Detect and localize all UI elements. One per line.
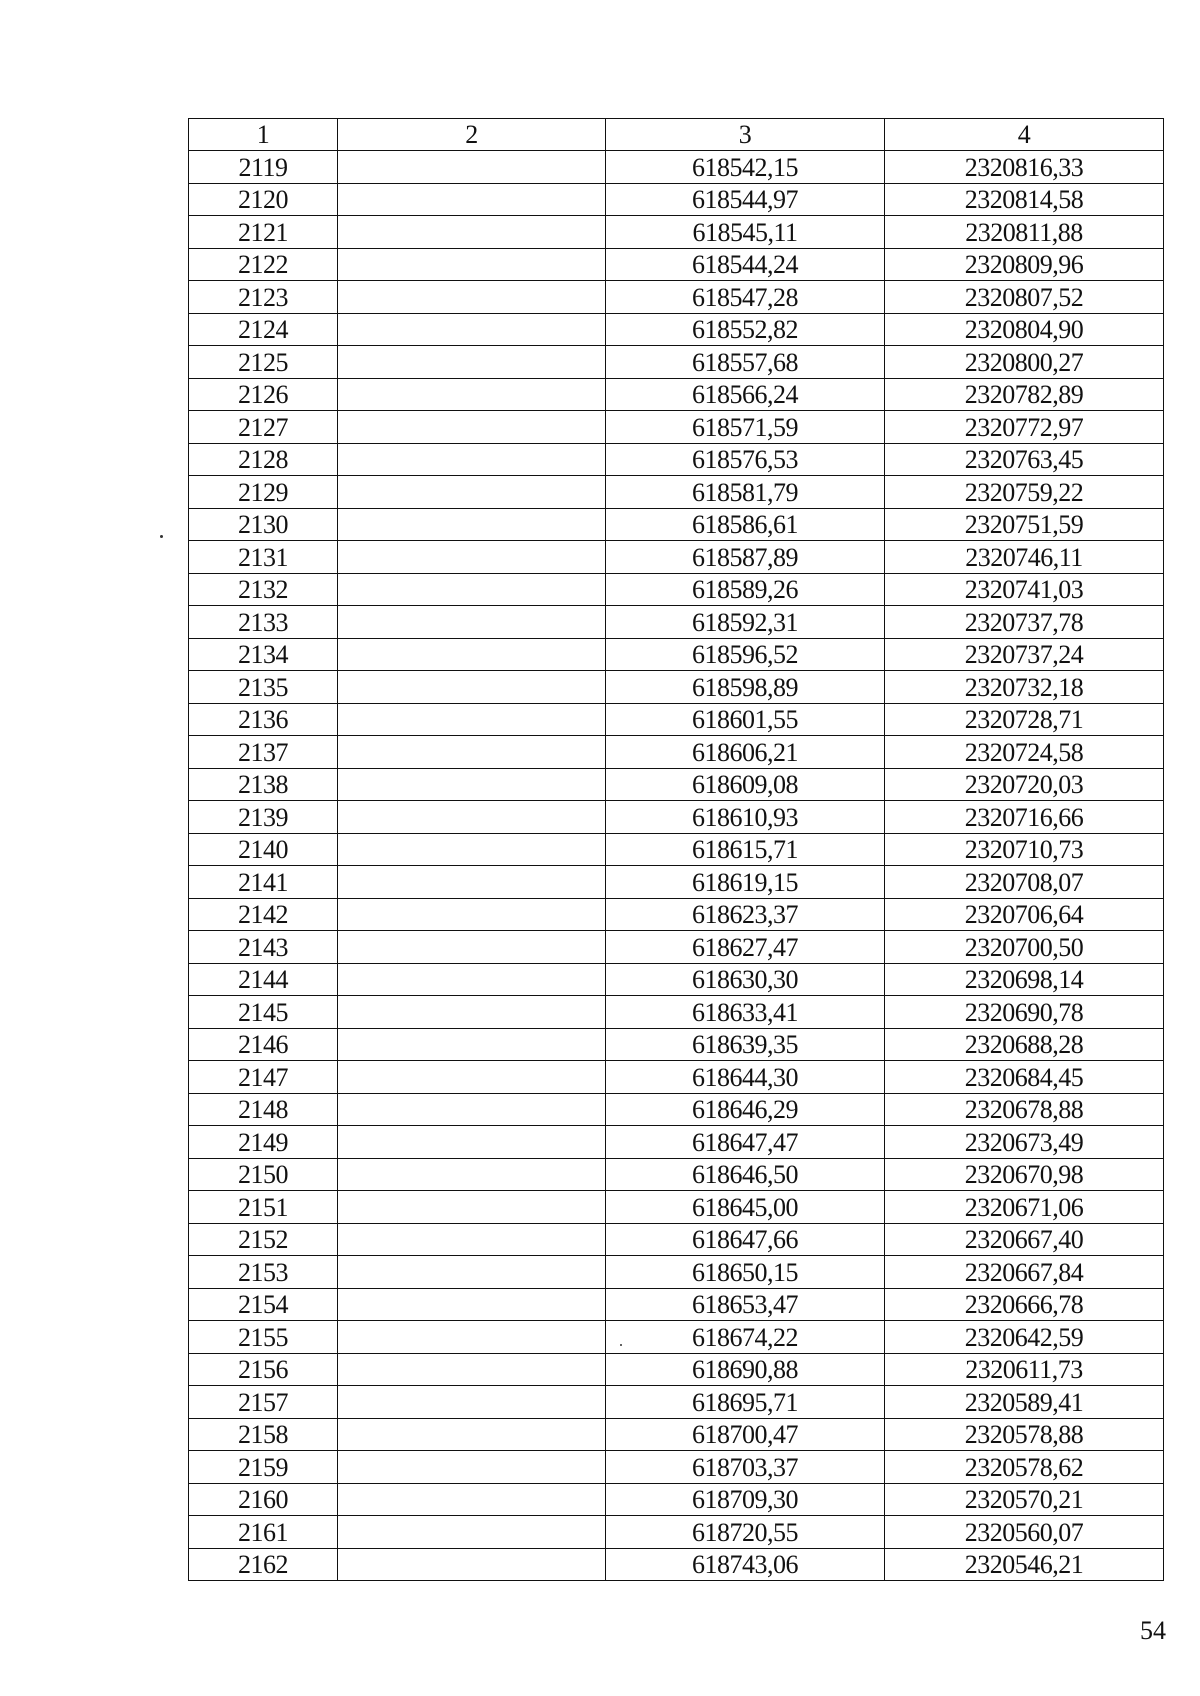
y-coordinate-cell: 2320560,07 [885,1516,1164,1549]
x-coordinate-cell: 618557,68 [606,346,885,379]
x-coordinate-cell: 618601,55 [606,703,885,736]
table-row [189,931,1164,964]
table-row [189,1093,1164,1126]
table-row [189,1516,1164,1549]
point-number-cell: 2143 [189,931,338,964]
table-row [189,508,1164,541]
y-coordinate-cell: 2320690,78 [885,996,1164,1029]
point-number-cell: 2128 [189,443,338,476]
column-2-cell [338,1028,606,1061]
table-row [189,1353,1164,1386]
table-row [189,801,1164,834]
column-2-cell [338,411,606,444]
x-coordinate-cell: 618709,30 [606,1483,885,1516]
column-2-cell [338,476,606,509]
column-2-cell [338,606,606,639]
column-2-cell [338,1321,606,1354]
point-number-cell: 2127 [189,411,338,444]
point-number-cell: 2122 [189,248,338,281]
x-coordinate-cell: 618544,24 [606,248,885,281]
column-2-cell [338,541,606,574]
y-coordinate-cell: 2320578,88 [885,1418,1164,1451]
x-coordinate-cell: 618542,15 [606,151,885,184]
point-number-cell: 2136 [189,703,338,736]
table-row [189,1191,1164,1224]
column-2-cell [338,703,606,736]
table-row [189,996,1164,1029]
point-number-cell: 2134 [189,638,338,671]
table-row [189,1223,1164,1256]
x-coordinate-cell: 618547,28 [606,281,885,314]
table-row [189,898,1164,931]
point-number-cell: 2162 [189,1548,338,1581]
table-row [189,281,1164,314]
x-coordinate-cell: 618650,15 [606,1256,885,1289]
table-header-row [189,119,1164,151]
column-2-cell [338,313,606,346]
x-coordinate-cell: 618615,71 [606,833,885,866]
column-2-cell [338,671,606,704]
column-2-cell [338,638,606,671]
x-coordinate-cell: 618647,66 [606,1223,885,1256]
y-coordinate-cell: 2320666,78 [885,1288,1164,1321]
point-number-cell: 2135 [189,671,338,704]
table-row [189,866,1164,899]
x-coordinate-cell: 618645,00 [606,1191,885,1224]
y-coordinate-cell: 2320720,03 [885,768,1164,801]
y-coordinate-cell: 2320546,21 [885,1548,1164,1581]
x-coordinate-cell: 618700,47 [606,1418,885,1451]
column-2-cell [338,1516,606,1549]
column-2-cell [338,248,606,281]
x-coordinate-cell: 618720,55 [606,1516,885,1549]
point-number-cell: 2119 [189,151,338,184]
column-2-cell [338,1223,606,1256]
point-number-cell: 2126 [189,378,338,411]
x-coordinate-cell: 618646,50 [606,1158,885,1191]
table-row [189,1483,1164,1516]
point-number-cell: 2146 [189,1028,338,1061]
table-row [189,183,1164,216]
column-2-cell [338,898,606,931]
point-number-cell: 2145 [189,996,338,1029]
y-coordinate-cell: 2320741,03 [885,573,1164,606]
point-number-cell: 2157 [189,1386,338,1419]
table-row [189,1548,1164,1581]
x-coordinate-cell: 618690,88 [606,1353,885,1386]
page-number: 54 [1140,1616,1166,1645]
x-coordinate-cell: 618623,37 [606,898,885,931]
header-cell-3: 3 [606,119,885,151]
x-coordinate-cell: 618646,29 [606,1093,885,1126]
y-coordinate-cell: 2320746,11 [885,541,1164,574]
column-2-cell [338,1256,606,1289]
column-2-cell [338,801,606,834]
table-row [189,378,1164,411]
table-row [189,1158,1164,1191]
x-coordinate-cell: 618743,06 [606,1548,885,1581]
column-2-cell [338,1288,606,1321]
header-cell-2: 2 [338,119,606,151]
y-coordinate-cell: 2320737,24 [885,638,1164,671]
point-number-cell: 2129 [189,476,338,509]
x-coordinate-cell: 618576,53 [606,443,885,476]
y-coordinate-cell: 2320800,27 [885,346,1164,379]
column-2-cell [338,833,606,866]
x-coordinate-cell: 618644,30 [606,1061,885,1094]
y-coordinate-cell: 2320673,49 [885,1126,1164,1159]
column-2-cell [338,378,606,411]
x-coordinate-cell: 618545,11 [606,216,885,249]
x-coordinate-cell: 618630,30 [606,963,885,996]
table-row [189,216,1164,249]
header-cell-1: 1 [189,119,338,151]
x-coordinate-cell: 618619,15 [606,866,885,899]
point-number-cell: 2144 [189,963,338,996]
y-coordinate-cell: 2320611,73 [885,1353,1164,1386]
y-coordinate-cell: 2320724,58 [885,736,1164,769]
table-row [189,703,1164,736]
y-coordinate-cell: 2320684,45 [885,1061,1164,1094]
point-number-cell: 2131 [189,541,338,574]
point-number-cell: 2152 [189,1223,338,1256]
y-coordinate-cell: 2320811,88 [885,216,1164,249]
column-2-cell [338,1386,606,1419]
point-number-cell: 2155 [189,1321,338,1354]
table-row [189,638,1164,671]
x-coordinate-cell: 618606,21 [606,736,885,769]
column-2-cell [338,1418,606,1451]
table-row [189,606,1164,639]
column-2-cell [338,866,606,899]
point-number-cell: 2120 [189,183,338,216]
y-coordinate-cell: 2320570,21 [885,1483,1164,1516]
x-coordinate-cell: 618552,82 [606,313,885,346]
column-2-cell [338,768,606,801]
table-row [189,443,1164,476]
column-2-cell [338,573,606,606]
y-coordinate-cell: 2320670,98 [885,1158,1164,1191]
x-coordinate-cell: 618609,08 [606,768,885,801]
y-coordinate-cell: 2320688,28 [885,1028,1164,1061]
x-coordinate-cell: 618647,47 [606,1126,885,1159]
y-coordinate-cell: 2320667,84 [885,1256,1164,1289]
y-coordinate-cell: 2320589,41 [885,1386,1164,1419]
table-body [189,151,1164,1581]
point-number-cell: 2132 [189,573,338,606]
column-2-cell [338,963,606,996]
y-coordinate-cell: 2320716,66 [885,801,1164,834]
y-coordinate-cell: 2320667,40 [885,1223,1164,1256]
point-number-cell: 2154 [189,1288,338,1321]
y-coordinate-cell: 2320671,06 [885,1191,1164,1224]
table-row [189,1321,1164,1354]
table-row [189,151,1164,184]
y-coordinate-cell: 2320751,59 [885,508,1164,541]
table-row [189,346,1164,379]
x-coordinate-cell: 618674,22 [606,1321,885,1354]
column-2-cell [338,346,606,379]
y-coordinate-cell: 2320678,88 [885,1093,1164,1126]
table-row [189,1126,1164,1159]
column-2-cell [338,1093,606,1126]
x-coordinate-cell: 618627,47 [606,931,885,964]
point-number-cell: 2142 [189,898,338,931]
point-number-cell: 2148 [189,1093,338,1126]
column-2-cell [338,1548,606,1581]
column-2-cell [338,443,606,476]
coordinates-table [188,118,1164,1581]
y-coordinate-cell: 2320578,62 [885,1451,1164,1484]
column-2-cell [338,151,606,184]
table-row [189,313,1164,346]
y-coordinate-cell: 2320642,59 [885,1321,1164,1354]
column-2-cell [338,931,606,964]
y-coordinate-cell: 2320737,78 [885,606,1164,639]
scan-speck [160,535,163,538]
table-row [189,963,1164,996]
y-coordinate-cell: 2320728,71 [885,703,1164,736]
point-number-cell: 2158 [189,1418,338,1451]
point-number-cell: 2140 [189,833,338,866]
table-row [189,411,1164,444]
table-row [189,1288,1164,1321]
point-number-cell: 2130 [189,508,338,541]
column-2-cell [338,1483,606,1516]
column-2-cell [338,1353,606,1386]
x-coordinate-cell: 618566,24 [606,378,885,411]
y-coordinate-cell: 2320706,64 [885,898,1164,931]
column-2-cell [338,508,606,541]
point-number-cell: 2153 [189,1256,338,1289]
x-coordinate-cell: 618592,31 [606,606,885,639]
x-coordinate-cell: 618695,71 [606,1386,885,1419]
x-coordinate-cell: 618703,37 [606,1451,885,1484]
point-number-cell: 2151 [189,1191,338,1224]
point-number-cell: 2137 [189,736,338,769]
y-coordinate-cell: 2320809,96 [885,248,1164,281]
table-row [189,1028,1164,1061]
scan-speck [620,1344,622,1346]
point-number-cell: 2141 [189,866,338,899]
y-coordinate-cell: 2320772,97 [885,411,1164,444]
table-row [189,768,1164,801]
point-number-cell: 2124 [189,313,338,346]
y-coordinate-cell: 2320816,33 [885,151,1164,184]
table-row [189,541,1164,574]
point-number-cell: 2125 [189,346,338,379]
x-coordinate-cell: 618581,79 [606,476,885,509]
column-2-cell [338,996,606,1029]
x-coordinate-cell: 618633,41 [606,996,885,1029]
x-coordinate-cell: 618639,35 [606,1028,885,1061]
point-number-cell: 2139 [189,801,338,834]
x-coordinate-cell: 618589,26 [606,573,885,606]
point-number-cell: 2133 [189,606,338,639]
x-coordinate-cell: 618598,89 [606,671,885,704]
point-number-cell: 2156 [189,1353,338,1386]
column-2-cell [338,281,606,314]
y-coordinate-cell: 2320782,89 [885,378,1164,411]
x-coordinate-cell: 618587,89 [606,541,885,574]
y-coordinate-cell: 2320814,58 [885,183,1164,216]
table-row [189,1386,1164,1419]
point-number-cell: 2160 [189,1483,338,1516]
y-coordinate-cell: 2320698,14 [885,963,1164,996]
table-row [189,736,1164,769]
point-number-cell: 2121 [189,216,338,249]
point-number-cell: 2161 [189,1516,338,1549]
table-row [189,1256,1164,1289]
column-2-cell [338,183,606,216]
y-coordinate-cell: 2320807,52 [885,281,1164,314]
column-2-cell [338,216,606,249]
table-row [189,476,1164,509]
column-2-cell [338,1451,606,1484]
y-coordinate-cell: 2320759,22 [885,476,1164,509]
table-row [189,833,1164,866]
y-coordinate-cell: 2320708,07 [885,866,1164,899]
point-number-cell: 2149 [189,1126,338,1159]
y-coordinate-cell: 2320700,50 [885,931,1164,964]
column-2-cell [338,1191,606,1224]
table-row [189,1451,1164,1484]
point-number-cell: 2147 [189,1061,338,1094]
table-row [189,573,1164,606]
x-coordinate-cell: 618596,52 [606,638,885,671]
table-row [189,248,1164,281]
x-coordinate-cell: 618586,61 [606,508,885,541]
point-number-cell: 2123 [189,281,338,314]
y-coordinate-cell: 2320732,18 [885,671,1164,704]
x-coordinate-cell: 618571,59 [606,411,885,444]
column-2-cell [338,736,606,769]
column-2-cell [338,1158,606,1191]
x-coordinate-cell: 618544,97 [606,183,885,216]
point-number-cell: 2138 [189,768,338,801]
table-row [189,1418,1164,1451]
x-coordinate-cell: 618653,47 [606,1288,885,1321]
column-2-cell [338,1126,606,1159]
y-coordinate-cell: 2320710,73 [885,833,1164,866]
y-coordinate-cell: 2320804,90 [885,313,1164,346]
x-coordinate-cell: 618610,93 [606,801,885,834]
table-row [189,671,1164,704]
header-cell-4: 4 [885,119,1164,151]
column-2-cell [338,1061,606,1094]
point-number-cell: 2150 [189,1158,338,1191]
point-number-cell: 2159 [189,1451,338,1484]
table-row [189,1061,1164,1094]
y-coordinate-cell: 2320763,45 [885,443,1164,476]
